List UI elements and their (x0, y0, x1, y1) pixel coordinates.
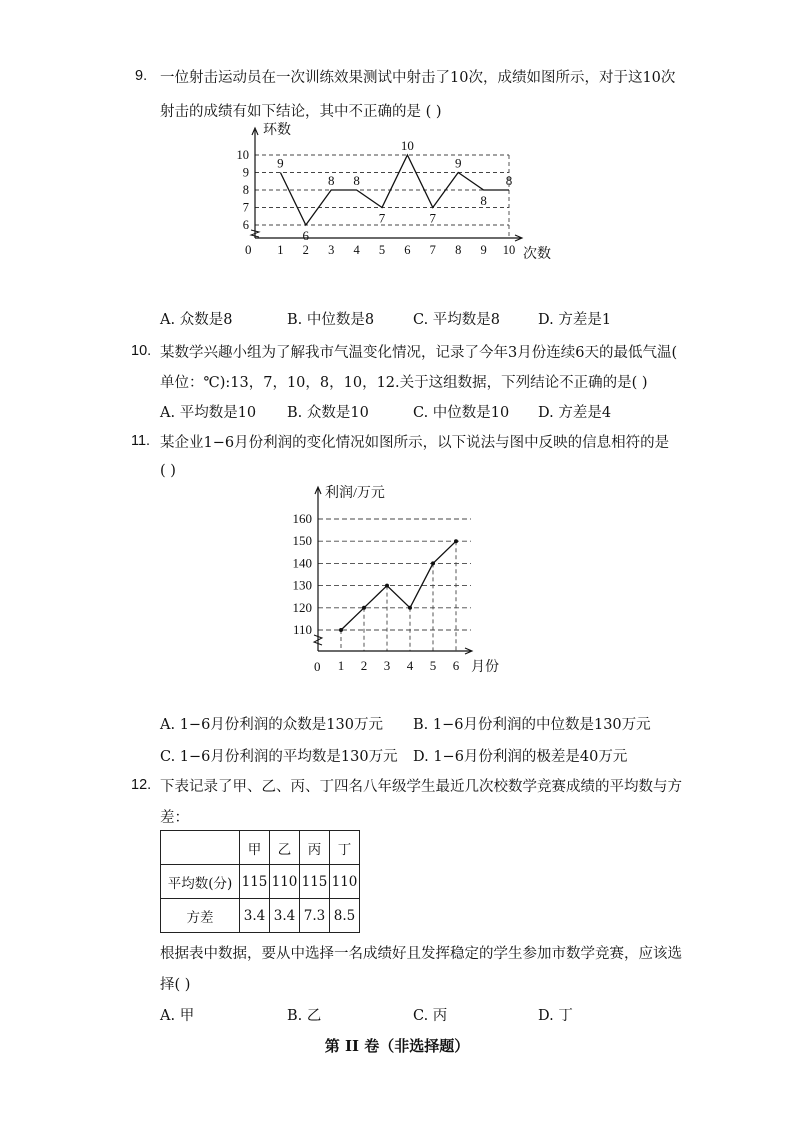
table-header-cell: 丙 (300, 831, 330, 865)
table-header-row (161, 831, 360, 865)
table-cell: 平均数(分) (161, 865, 240, 899)
q12-option-b[interactable]: B. 乙 (287, 1008, 322, 1024)
table-cell: 110 (270, 865, 300, 899)
y-tick-label: 160 (292, 511, 312, 526)
table-cell: 方差 (161, 899, 240, 933)
q9-stem-line1: 一位射击运动员在一次训练效果测试中射击了10次，成绩如图所示，对于这10次 (160, 70, 676, 86)
q9-option-c[interactable]: C. 平均数是8 (413, 312, 501, 328)
x-tick-label: 2 (302, 243, 309, 257)
y-tick-label: 7 (242, 200, 249, 215)
data-point (454, 539, 458, 543)
q12-stem-line3: 根据表中数据，要从中选择一名成绩好且发挥稳定的学生参加市数学竞赛，应该选 (160, 946, 682, 962)
q12-option-c[interactable]: C. 丙 (413, 1008, 448, 1024)
q11-option-a[interactable]: A. 1−6月份利润的众数是130万元 (160, 717, 383, 733)
table-header-cell: 乙 (270, 831, 300, 865)
q11-origin-label: 0 (314, 659, 321, 674)
x-tick-label: 8 (455, 243, 462, 257)
q9-option-b[interactable]: B. 中位数是8 (287, 312, 375, 328)
y-tick-label: 120 (292, 599, 312, 615)
y-tick-label: 130 (292, 577, 312, 593)
q10-number: 10. (131, 343, 152, 359)
q10-option-a[interactable]: A. 平均数是10 (160, 405, 257, 421)
table-cell: 7.3 (300, 899, 330, 933)
x-tick-label: 2 (360, 658, 368, 673)
q12-stem-line4: 择( ) (160, 977, 191, 993)
table-row (161, 865, 360, 899)
data-point (362, 606, 366, 610)
x-tick-label: 4 (406, 658, 414, 673)
data-point (339, 628, 343, 632)
data-point (385, 584, 389, 588)
q10-option-b[interactable]: B. 众数是10 (287, 405, 369, 421)
y-tick-label: 9 (242, 165, 249, 180)
q9-y-axis-label: 环数 (263, 123, 291, 138)
axis-break-mark (314, 635, 322, 645)
q9-gridlines (255, 155, 509, 238)
q9-origin-label: 0 (245, 242, 252, 257)
y-tick-label: 10 (236, 148, 249, 162)
q9-chart (225, 118, 570, 268)
q12-score-table (160, 830, 360, 933)
q11-option-d[interactable]: D. 1−6月份利润的极差是40万元 (413, 749, 628, 765)
table-header-cell (161, 831, 240, 865)
data-label: 7 (378, 210, 386, 226)
table-row (161, 899, 360, 933)
q10-stem-line1: 某数学兴趣小组为了解我市气温变化情况，记录了今年3月份连续6天的最低气温( (160, 345, 678, 361)
q12-option-a[interactable]: A. 甲 (160, 1008, 195, 1024)
q11-stem-line2: ( ) (160, 463, 176, 479)
q9-option-d[interactable]: D. 方差是1 (538, 312, 612, 328)
q11-x-axis-label: 月份 (471, 660, 499, 675)
table-cell: 8.5 (330, 899, 360, 933)
x-tick-label: 4 (353, 243, 360, 257)
x-tick-label: 3 (328, 243, 335, 257)
x-tick-label: 5 (378, 243, 386, 257)
q10-option-d[interactable]: D. 方差是4 (538, 405, 612, 421)
table-cell: 3.4 (240, 899, 270, 933)
x-tick-label: 7 (429, 243, 436, 257)
x-tick-label: 1 (337, 658, 345, 673)
q12-stem-line1: 下表记录了甲、乙、丙、丁四名八年级学生最近几次校数学竞赛成绩的平均数与方 (160, 779, 682, 795)
data-label: 8 (327, 173, 335, 188)
axis-break-mark (251, 230, 259, 237)
y-tick-label: 8 (242, 183, 249, 197)
table-header-cell: 丁 (330, 831, 360, 865)
x-tick-label: 6 (452, 658, 460, 673)
table-cell: 115 (240, 865, 270, 899)
data-point (431, 561, 435, 565)
q11-axes (314, 487, 472, 654)
data-point (408, 606, 412, 610)
x-tick-label: 10 (502, 243, 516, 257)
q9-option-a[interactable]: A. 众数是8 (160, 312, 233, 328)
table-cell: 115 (300, 865, 330, 899)
data-label: 10 (400, 138, 414, 153)
q9-data-labels (277, 138, 512, 243)
q11-number: 11. (131, 433, 151, 449)
table-cell: 110 (330, 865, 360, 899)
x-tick-label: 6 (404, 243, 411, 257)
data-label: 8 (480, 193, 487, 208)
q9-stem-line2: 射击的成绩有如下结论，其中不正确的是 ( ) (160, 104, 442, 120)
data-label: 9 (454, 155, 462, 171)
x-tick-label: 5 (429, 658, 437, 673)
q10-stem-line2: 单位：℃):13，7，10，8，10，12.关于这组数据，下列结论不正确的是( ) (160, 375, 648, 391)
x-tick-label: 3 (383, 658, 391, 673)
table-cell: 3.4 (270, 899, 300, 933)
q10-option-c[interactable]: C. 中位数是10 (413, 405, 510, 421)
q9-x-axis-label: 次数 (523, 247, 551, 262)
table-header-cell: 甲 (240, 831, 270, 865)
q11-y-axis-label: 利润/万元 (325, 486, 385, 501)
q12-stem-line2: 差： (160, 810, 189, 826)
q11-chart (285, 480, 515, 680)
section-title: 第 II 卷（非选择题） (324, 1037, 470, 1055)
data-label: 8 (353, 173, 360, 188)
q11-option-b[interactable]: B. 1−6月份利润的中位数是130万元 (413, 717, 651, 733)
data-label: 7 (429, 210, 437, 226)
data-label: 9 (277, 155, 284, 171)
x-tick-label: 1 (277, 243, 284, 257)
q11-option-c[interactable]: C. 1−6月份利润的平均数是130万元 (160, 749, 398, 765)
data-label: 6 (302, 228, 310, 243)
x-tick-label: 9 (480, 243, 487, 257)
data-label: 8 (505, 173, 513, 188)
y-tick-label: 6 (242, 218, 249, 232)
y-tick-label: 140 (292, 555, 312, 571)
y-tick-label: 110 (292, 622, 312, 637)
q11-stem-line1: 某企业1−6月份利润的变化情况如图所示，以下说法与图中反映的信息相符的是 (160, 435, 670, 451)
q12-option-d[interactable]: D. 丁 (538, 1008, 573, 1024)
q12-number: 12. (131, 777, 152, 793)
q9-number: 9. (135, 68, 148, 84)
y-tick-label: 150 (292, 533, 312, 549)
q9-axes (251, 128, 522, 241)
q11-gridlines (318, 519, 471, 630)
